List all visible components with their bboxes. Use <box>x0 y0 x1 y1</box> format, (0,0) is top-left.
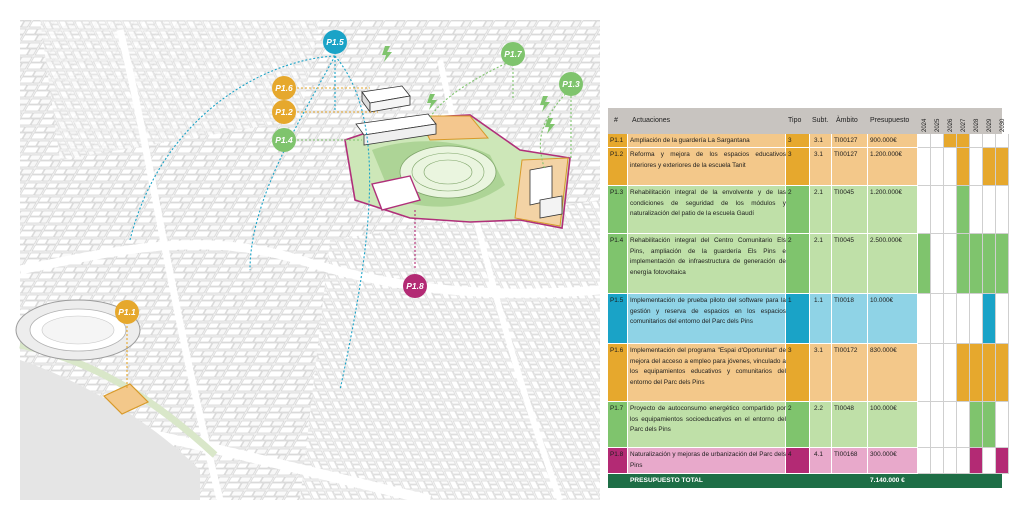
row-tipo: 3 <box>788 347 792 354</box>
gantt-cell <box>970 148 983 186</box>
header-presupuesto: Presupuesto <box>870 117 910 124</box>
gantt-cell <box>957 294 970 344</box>
badge-label: P1.8 <box>406 281 424 291</box>
row-description: Implementación del programa "Espai d'Oportunitat" de mejora del acceso a empleo para jóvenes, vinculado a los equipamientos educativos y comunitarios del entorno del Parc dels Pins <box>630 347 786 386</box>
row-tipo: 1 <box>788 297 792 304</box>
row-code: P1.8 <box>610 451 624 458</box>
city-fabric-east <box>300 200 600 500</box>
row-subt: 3.1 <box>814 137 823 144</box>
row-code: P1.7 <box>610 405 624 412</box>
gantt-cell <box>944 344 957 402</box>
row-subt: 1.1 <box>814 297 823 304</box>
row-presupuesto: 100.000€ <box>870 405 897 412</box>
total-label: PRESUPUESTO TOTAL <box>630 477 703 484</box>
gantt-cell <box>996 294 1009 344</box>
gantt-cell <box>918 402 931 448</box>
row-subt: 3.1 <box>814 347 823 354</box>
gantt-cell <box>931 148 944 186</box>
gantt-cell <box>983 344 996 402</box>
gantt-cell <box>918 148 931 186</box>
gantt-cell <box>931 448 944 474</box>
project-badge <box>272 76 296 100</box>
row-tipo: 3 <box>788 151 792 158</box>
gantt-cell <box>996 234 1009 294</box>
gantt-cell <box>918 448 931 474</box>
row-ambito: TI0045 <box>834 237 854 244</box>
gantt-cell <box>944 448 957 474</box>
table-row <box>608 344 1002 402</box>
gantt-cell <box>970 294 983 344</box>
gantt-cell <box>957 402 970 448</box>
header-num: # <box>614 117 618 124</box>
row-presupuesto: 10.000€ <box>870 297 894 304</box>
header-year: 2027 <box>961 118 967 132</box>
header-ambito: Àmbito <box>836 117 858 124</box>
table-row <box>608 148 1002 186</box>
gantt-cell <box>957 148 970 186</box>
row-presupuesto: 1.200.000€ <box>870 189 902 196</box>
row-code: P1.2 <box>610 151 624 158</box>
header-year: 2026 <box>948 118 954 132</box>
row-tipo: 2 <box>788 189 792 196</box>
gantt-cell <box>970 134 983 148</box>
row-subt: 4.1 <box>814 451 823 458</box>
gantt-cell <box>957 134 970 148</box>
gantt-cell <box>996 186 1009 234</box>
row-presupuesto: 1.200.000€ <box>870 151 902 158</box>
row-tipo: 3 <box>788 137 792 144</box>
badge-label: P1.3 <box>562 79 580 89</box>
gantt-cell <box>970 402 983 448</box>
project-badge <box>115 300 139 324</box>
row-code: P1.5 <box>610 297 624 304</box>
table-header <box>608 108 1006 134</box>
gantt-cell <box>983 402 996 448</box>
gantt-cell <box>996 134 1009 148</box>
gantt-cell <box>918 234 931 294</box>
row-tipo: 2 <box>788 405 792 412</box>
row-code: P1.6 <box>610 347 624 354</box>
table-row <box>608 448 1002 474</box>
row-ambito: TI00168 <box>834 451 858 458</box>
gantt-cell <box>983 134 996 148</box>
gantt-cell <box>931 294 944 344</box>
row-code: P1.3 <box>610 189 624 196</box>
row-subt: 2.1 <box>814 189 823 196</box>
gantt-cell <box>931 134 944 148</box>
badge-label: P1.6 <box>275 83 293 93</box>
row-ambito: TI0018 <box>834 297 854 304</box>
gantt-cell <box>970 186 983 234</box>
row-ambito: TI00127 <box>834 151 858 158</box>
badge-label: P1.7 <box>504 49 522 59</box>
row-description: Implementación de prueba piloto del software para la gestión y reserva de espacios en los espacios comunitarios del entorno del Parc dels Pins <box>630 297 786 325</box>
table-row <box>608 402 1002 448</box>
row-ambito: TI0048 <box>834 405 854 412</box>
header-subt: Subt. <box>812 117 829 124</box>
gantt-cell <box>931 402 944 448</box>
gantt-cell <box>996 402 1009 448</box>
row-presupuesto: 830.000€ <box>870 347 897 354</box>
gantt-cell <box>996 448 1009 474</box>
gantt-cell <box>944 148 957 186</box>
gantt-cell <box>983 448 996 474</box>
row-presupuesto: 900.000€ <box>870 137 897 144</box>
project-badge <box>272 128 296 152</box>
header-actuaciones: Actuaciones <box>632 117 671 124</box>
gantt-cell <box>957 186 970 234</box>
row-code: P1.1 <box>610 137 624 144</box>
header-year: 2028 <box>974 118 980 132</box>
gantt-cell <box>944 134 957 148</box>
badge-label: P1.1 <box>118 307 136 317</box>
row-subt: 2.1 <box>814 237 823 244</box>
row-ambito: TI00127 <box>834 137 858 144</box>
gantt-cell <box>970 234 983 294</box>
project-badge <box>559 72 583 96</box>
row-description: Naturalización y mejoras de urbanización del Parc dels Pins <box>630 451 786 469</box>
table-row <box>608 186 1002 234</box>
row-tipo: 4 <box>788 451 792 458</box>
gantt-cell <box>944 402 957 448</box>
gantt-cell <box>970 448 983 474</box>
row-tipo: 2 <box>788 237 792 244</box>
header-year: 2029 <box>987 118 993 132</box>
row-presupuesto: 2.500.000€ <box>870 237 902 244</box>
row-description: Reforma y mejora de los espacios educativos interiores y exteriores de la escuela Tanit <box>630 151 786 169</box>
gantt-cell <box>983 186 996 234</box>
row-description: Proyecto de autoconsumo energético compartido por los equipamientos socioeducativos en el entorno del Parc dels Pins <box>630 405 786 433</box>
gantt-cell <box>944 294 957 344</box>
row-subt: 3.1 <box>814 151 823 158</box>
project-badge <box>403 274 427 298</box>
row-description: Rehabilitación integral de la envolvente y de las condiciones de seguridad de los módulos y naturalización del patio de la escuela Gaudí <box>630 189 786 217</box>
header-year: 2024 <box>922 118 928 132</box>
gantt-cell <box>970 344 983 402</box>
badge-label: P1.2 <box>275 107 293 117</box>
total-row <box>608 474 1002 488</box>
gantt-cell <box>983 234 996 294</box>
gantt-cell <box>944 234 957 294</box>
row-description: Ampliación de la guardería La Sargantana <box>630 137 750 144</box>
gantt-cell <box>918 294 931 344</box>
gantt-cell <box>957 234 970 294</box>
gantt-cell <box>957 448 970 474</box>
header-tipo: Tipo <box>788 117 802 124</box>
gantt-cell <box>918 344 931 402</box>
gantt-cell <box>918 186 931 234</box>
row-description: Rehabilitación integral del Centro Comunitario Els Pins, ampliación de la guardería Els Pins e implementación de infraestructura de generación de energía fotovoltaica <box>630 237 786 276</box>
table-row <box>608 294 1002 344</box>
gantt-cell <box>957 344 970 402</box>
badge-label: P1.4 <box>275 135 293 145</box>
row-subt: 2.2 <box>814 405 823 412</box>
table-row <box>608 234 1002 294</box>
gantt-cell <box>983 294 996 344</box>
project-badge <box>323 30 347 54</box>
gantt-cell <box>918 134 931 148</box>
gantt-cell <box>931 344 944 402</box>
badge-label: P1.5 <box>326 37 344 47</box>
row-ambito: TI0045 <box>834 189 854 196</box>
header-year: 2030 <box>1000 118 1006 132</box>
row-presupuesto: 300.000€ <box>870 451 897 458</box>
actions-table <box>608 108 1006 488</box>
header-year: 2025 <box>935 118 941 132</box>
total-value: 7.140.000 € <box>870 477 905 484</box>
gantt-cell <box>944 186 957 234</box>
gantt-cell <box>931 186 944 234</box>
gantt-cell <box>996 344 1009 402</box>
project-badge <box>272 100 296 124</box>
row-code: P1.4 <box>610 237 624 244</box>
row-ambito: TI00172 <box>834 347 858 354</box>
project-badge <box>501 42 525 66</box>
table-row <box>608 134 1002 148</box>
gantt-cell <box>996 148 1009 186</box>
gantt-cell <box>931 234 944 294</box>
gantt-cell <box>983 148 996 186</box>
